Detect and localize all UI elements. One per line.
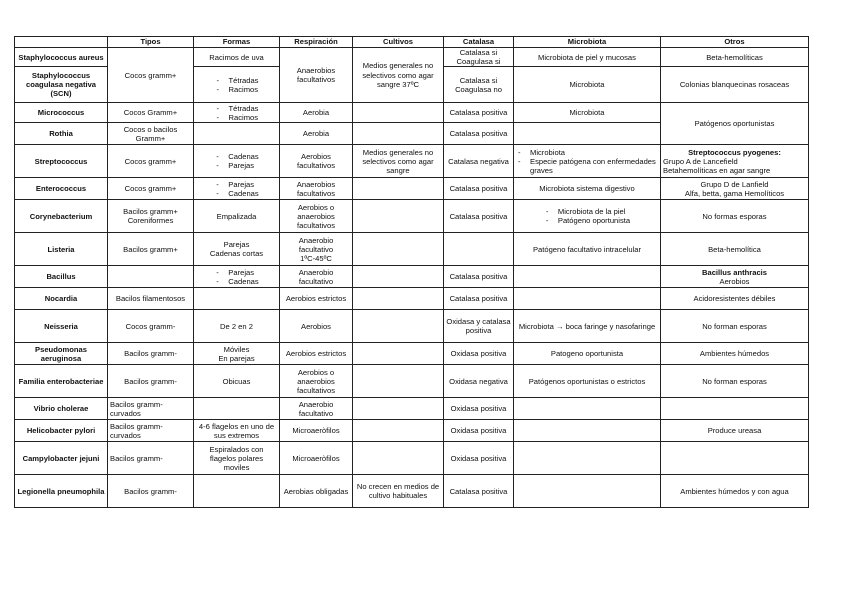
cell-microbiota: Patógenos oportunistas o estrictos — [514, 365, 661, 398]
cell-name: Helicobacter pylori — [15, 420, 108, 442]
header-otros: Otros — [661, 37, 809, 48]
formas-list — [215, 104, 259, 122]
cell-formas — [194, 178, 280, 200]
formas-line: Parejas — [223, 240, 250, 250]
cell-respiracion: Aerobios o anaerobios facultativos — [280, 365, 353, 398]
cell-catalasa: Oxidasa positiva — [444, 343, 514, 365]
cell-name: Neisseria — [15, 310, 108, 343]
cell-formas — [194, 475, 280, 508]
cell-respiracion: Microaeròfilos — [280, 442, 353, 475]
cell-microbiota — [514, 200, 661, 233]
cell-catalasa: Oxidasa negativa — [444, 365, 514, 398]
cell-tipos: Cocos gramm+ — [108, 145, 194, 178]
list-item: - Racimos — [215, 85, 259, 94]
cell-tipos: Bacilos gramm+ — [108, 233, 194, 266]
cell-otros: No forman esporas — [661, 310, 809, 343]
cell-formas — [194, 343, 280, 365]
cell-microbiota — [514, 442, 661, 475]
cell-microbiota — [514, 288, 661, 310]
cell-otros: Beta-hemolítica — [661, 233, 809, 266]
tipos-line: Coreniformes — [127, 216, 174, 226]
cell-formas: Racimos de uva — [194, 48, 280, 67]
respiracion-line: 1ºC-45ºC — [300, 253, 332, 263]
microbiota-list — [516, 148, 658, 175]
cell-tipos: Bacilos gramm-curvados — [108, 420, 194, 442]
cell-formas: Obicuas — [194, 365, 280, 398]
cell-otros — [661, 442, 809, 475]
cell-respiracion: Aerobia — [280, 103, 353, 123]
cell-cultivos — [353, 103, 444, 123]
otros-line: Alfa, betta, gama Hemolíticos — [684, 188, 785, 198]
cell-otros — [661, 266, 809, 288]
cell-cultivos — [353, 398, 444, 420]
otros-title: Bacillus anthracis — [702, 267, 767, 277]
respiracion-line: Anaerobio facultativo — [298, 235, 334, 254]
cell-otros: Ambientes húmedos y con agua — [661, 475, 809, 508]
cell-respiracion: Aerobios o anaerobios facultativos — [280, 200, 353, 233]
cell-cultivos — [353, 365, 444, 398]
cell-catalasa: Catalasa positiva — [444, 103, 514, 123]
cell-cultivos: No crecen en medios de cultivo habituales — [353, 475, 444, 508]
cell-cultivos — [353, 266, 444, 288]
otros-line: Aerobios — [719, 276, 750, 286]
row-vibrio-cholerae — [15, 398, 809, 420]
cell-otros: Produce ureasa — [661, 420, 809, 442]
cell-microbiota: Microbiota sistema digestivo — [514, 178, 661, 200]
cell-tipos: Bacilos gramm-curvados — [108, 398, 194, 420]
row-pseudomonas — [15, 343, 809, 365]
catalasa-line: Catalasa si — [459, 75, 498, 85]
cell-catalasa: Catalasa positiva — [444, 178, 514, 200]
coagulasa-line: Coagulasa no — [455, 84, 502, 94]
row-campylobacter-jejuni — [15, 442, 809, 475]
list-item: - Parejas — [214, 180, 258, 189]
cell-formas: De 2 en 2 — [194, 310, 280, 343]
cell-name: Listeria — [15, 233, 108, 266]
header-respiracion: Respiración — [280, 37, 353, 48]
cell-otros: Beta-hemolíticas — [661, 48, 809, 67]
cell-otros: Patógenos oportunistas — [661, 103, 809, 145]
cell-otros: Acidoresistentes débiles — [661, 288, 809, 310]
cell-otros: Ambientes húmedos — [661, 343, 809, 365]
cell-name: Vibrio cholerae — [15, 398, 108, 420]
row-corynebacterium — [15, 200, 809, 233]
cell-tipos: Cocos gramm- — [108, 310, 194, 343]
list-item: - Cadenas — [214, 277, 258, 286]
cell-tipos: Cocos gramm+ — [108, 48, 194, 103]
otros-line: Betahemolíticas en agar sangre — [663, 165, 771, 175]
row-neisseria — [15, 310, 809, 343]
cell-microbiota: Patógeno facultativo intracelular — [514, 233, 661, 266]
formas-list — [215, 76, 259, 94]
row-enterococcus — [15, 178, 809, 200]
otros-line: Grupo A de Lancefield — [663, 156, 738, 166]
cell-tipos: Bacilos filamentosos — [108, 288, 194, 310]
cell-name: Campylobacter jejuni — [15, 442, 108, 475]
cell-respiracion: Aerobios estrictos — [280, 343, 353, 365]
cell-formas: Espiralados con flagelos polares moviles — [194, 442, 280, 475]
cell-respiracion: Anaerobios facultativos — [280, 48, 353, 103]
cell-microbiota: Microbiota → boca faringe y nasofaringe — [514, 310, 661, 343]
cell-cultivos — [353, 442, 444, 475]
list-item: - Parejas — [214, 161, 258, 170]
row-listeria — [15, 233, 809, 266]
cell-catalasa: Oxidasa positiva — [444, 398, 514, 420]
cell-otros: No formas esporas — [661, 200, 809, 233]
cell-name: Bacillus — [15, 266, 108, 288]
cell-tipos: Bacilos gramm- — [108, 365, 194, 398]
otros-line: Grupo D de Lanfield — [700, 179, 769, 189]
microbiota-list — [544, 207, 630, 225]
cell-respiracion: Anaerobio facultativo — [280, 266, 353, 288]
cell-formas: Empalizada — [194, 200, 280, 233]
cell-otros — [661, 178, 809, 200]
header-tipos: Tipos — [108, 37, 194, 48]
cell-name: Enterococcus — [15, 178, 108, 200]
cell-cultivos — [353, 288, 444, 310]
cell-respiracion — [280, 233, 353, 266]
cell-otros — [661, 398, 809, 420]
cell-microbiota — [514, 266, 661, 288]
cell-catalasa: Oxidasa positiva — [444, 420, 514, 442]
cell-name: Pseudomonas aeruginosa — [15, 343, 108, 365]
cell-formas: 4-6 flagelos en uno de sus extremos — [194, 420, 280, 442]
row-legionella-pneumophila — [15, 475, 809, 508]
cell-catalasa: Oxidasa y catalasa positiva — [444, 310, 514, 343]
coagulasa-line: Coagulasa si — [456, 57, 501, 67]
cell-respiracion: Aerobias obligadas — [280, 475, 353, 508]
cell-cultivos: Medios generales no selectivos como agar sangre — [353, 145, 444, 178]
cell-catalasa: Catalasa positiva — [444, 288, 514, 310]
header-empty — [15, 37, 108, 48]
header-catalasa: Catalasa — [444, 37, 514, 48]
cell-tipos: Cocos Gramm+ — [108, 103, 194, 123]
cell-microbiota — [514, 398, 661, 420]
list-item: - Microbiota de la piel — [544, 207, 630, 216]
cell-tipos — [108, 266, 194, 288]
cell-tipos — [108, 200, 194, 233]
formas-list — [214, 152, 258, 170]
header-formas: Formas — [194, 37, 280, 48]
header-row — [15, 37, 809, 48]
cell-name: Rothia — [15, 123, 108, 145]
cell-microbiota: Microbiota de piel y mucosas — [514, 48, 661, 67]
cell-name: Staphylococcus coagulasa negativa (SCN) — [15, 67, 108, 103]
formas-list — [214, 268, 258, 286]
cell-catalasa — [444, 233, 514, 266]
cell-formas — [194, 266, 280, 288]
cell-formas — [194, 398, 280, 420]
cell-cultivos — [353, 200, 444, 233]
list-item: - Patógeno oportunista — [544, 216, 630, 225]
cell-formas — [194, 123, 280, 145]
cell-tipos: Cocos gramm+ — [108, 178, 194, 200]
list-item: - Cadenas — [214, 189, 258, 198]
cell-cultivos — [353, 420, 444, 442]
header-cultivos: Cultivos — [353, 37, 444, 48]
cell-formas — [194, 145, 280, 178]
list-item: - Parejas — [214, 268, 258, 277]
cell-microbiota — [514, 123, 661, 145]
cell-tipos: Bacilos gramm- — [108, 475, 194, 508]
list-item: - Cadenas — [214, 152, 258, 161]
cell-catalasa: Catalasa positiva — [444, 123, 514, 145]
row-helicobacter-pylori — [15, 420, 809, 442]
formas-list — [214, 180, 258, 198]
cell-catalasa: Catalasa positiva — [444, 475, 514, 508]
cell-microbiota: Microbiota — [514, 67, 661, 103]
list-item: - Especie patógena con enfermedades graves — [516, 157, 658, 175]
cell-name: Streptococcus — [15, 145, 108, 178]
list-item: - Microbiota — [516, 148, 658, 157]
cell-name: Familia enterobacteriae — [15, 365, 108, 398]
row-nocardia — [15, 288, 809, 310]
row-micrococcus — [15, 103, 809, 123]
cell-microbiota: Microbiota — [514, 103, 661, 123]
cell-name: Micrococcus — [15, 103, 108, 123]
cell-name: Legionella pneumophila — [15, 475, 108, 508]
header-microbiota: Microbiota — [514, 37, 661, 48]
cell-catalasa: Oxidasa positiva — [444, 442, 514, 475]
otros-title: Streptococcus pyogenes: — [688, 147, 781, 157]
cell-formas — [194, 103, 280, 123]
cell-respiracion: Aerobia — [280, 123, 353, 145]
cell-cultivos — [353, 343, 444, 365]
formas-line: En parejas — [218, 353, 255, 363]
cell-tipos: Bacilos gramm- — [108, 343, 194, 365]
list-item: - Tétradas — [215, 104, 259, 113]
cell-catalasa — [444, 48, 514, 67]
catalasa-line: Catalasa si — [459, 48, 498, 57]
cell-respiracion: Anaerobio facultativo — [280, 398, 353, 420]
cell-catalasa: Catalasa negativa — [444, 145, 514, 178]
list-item: - Tétradas — [215, 76, 259, 85]
cell-microbiota — [514, 475, 661, 508]
cell-formas — [194, 233, 280, 266]
cell-respiracion: Microaeròfilos — [280, 420, 353, 442]
list-item: - Racimos — [215, 113, 259, 122]
cell-cultivos — [353, 233, 444, 266]
tipos-line: Bacilos gramm+ — [123, 207, 178, 217]
cell-respiracion: Anaerobios facultativos — [280, 178, 353, 200]
cell-cultivos — [353, 178, 444, 200]
row-streptococcus — [15, 145, 809, 178]
row-bacillus — [15, 266, 809, 288]
cell-tipos: Cocos o bacilos Gramm+ — [108, 123, 194, 145]
cell-respiracion: Aerobios — [280, 310, 353, 343]
cell-name: Staphylococcus aureus — [15, 48, 108, 67]
cell-otros: Colonias blanquecinas rosaceas — [661, 67, 809, 103]
row-enterobacteriae — [15, 365, 809, 398]
cell-microbiota: Patogeno oportunista — [514, 343, 661, 365]
cell-tipos: Bacilos gramm- — [108, 442, 194, 475]
cell-microbiota — [514, 145, 661, 178]
cell-formas — [194, 67, 280, 103]
cell-microbiota — [514, 420, 661, 442]
cell-respiracion: Aerobios facultativos — [280, 145, 353, 178]
cell-otros: No forman esporas — [661, 365, 809, 398]
cell-catalasa: Catalasa positiva — [444, 200, 514, 233]
formas-line: Móviles — [223, 344, 250, 354]
formas-line: Cadenas cortas — [209, 249, 264, 259]
bacteria-table — [14, 36, 809, 508]
cell-cultivos: Medios generales no selectivos como agar sangre 37ºC — [353, 48, 444, 103]
cell-formas — [194, 288, 280, 310]
cell-catalasa: Catalasa positiva — [444, 266, 514, 288]
cell-respiracion: Aerobios estrictos — [280, 288, 353, 310]
cell-catalasa — [444, 67, 514, 103]
row-staphylococcus-aureus — [15, 48, 809, 67]
cell-cultivos — [353, 310, 444, 343]
cell-name: Nocardia — [15, 288, 108, 310]
cell-cultivos — [353, 123, 444, 145]
cell-otros — [661, 145, 809, 178]
cell-name: Corynebacterium — [15, 200, 108, 233]
